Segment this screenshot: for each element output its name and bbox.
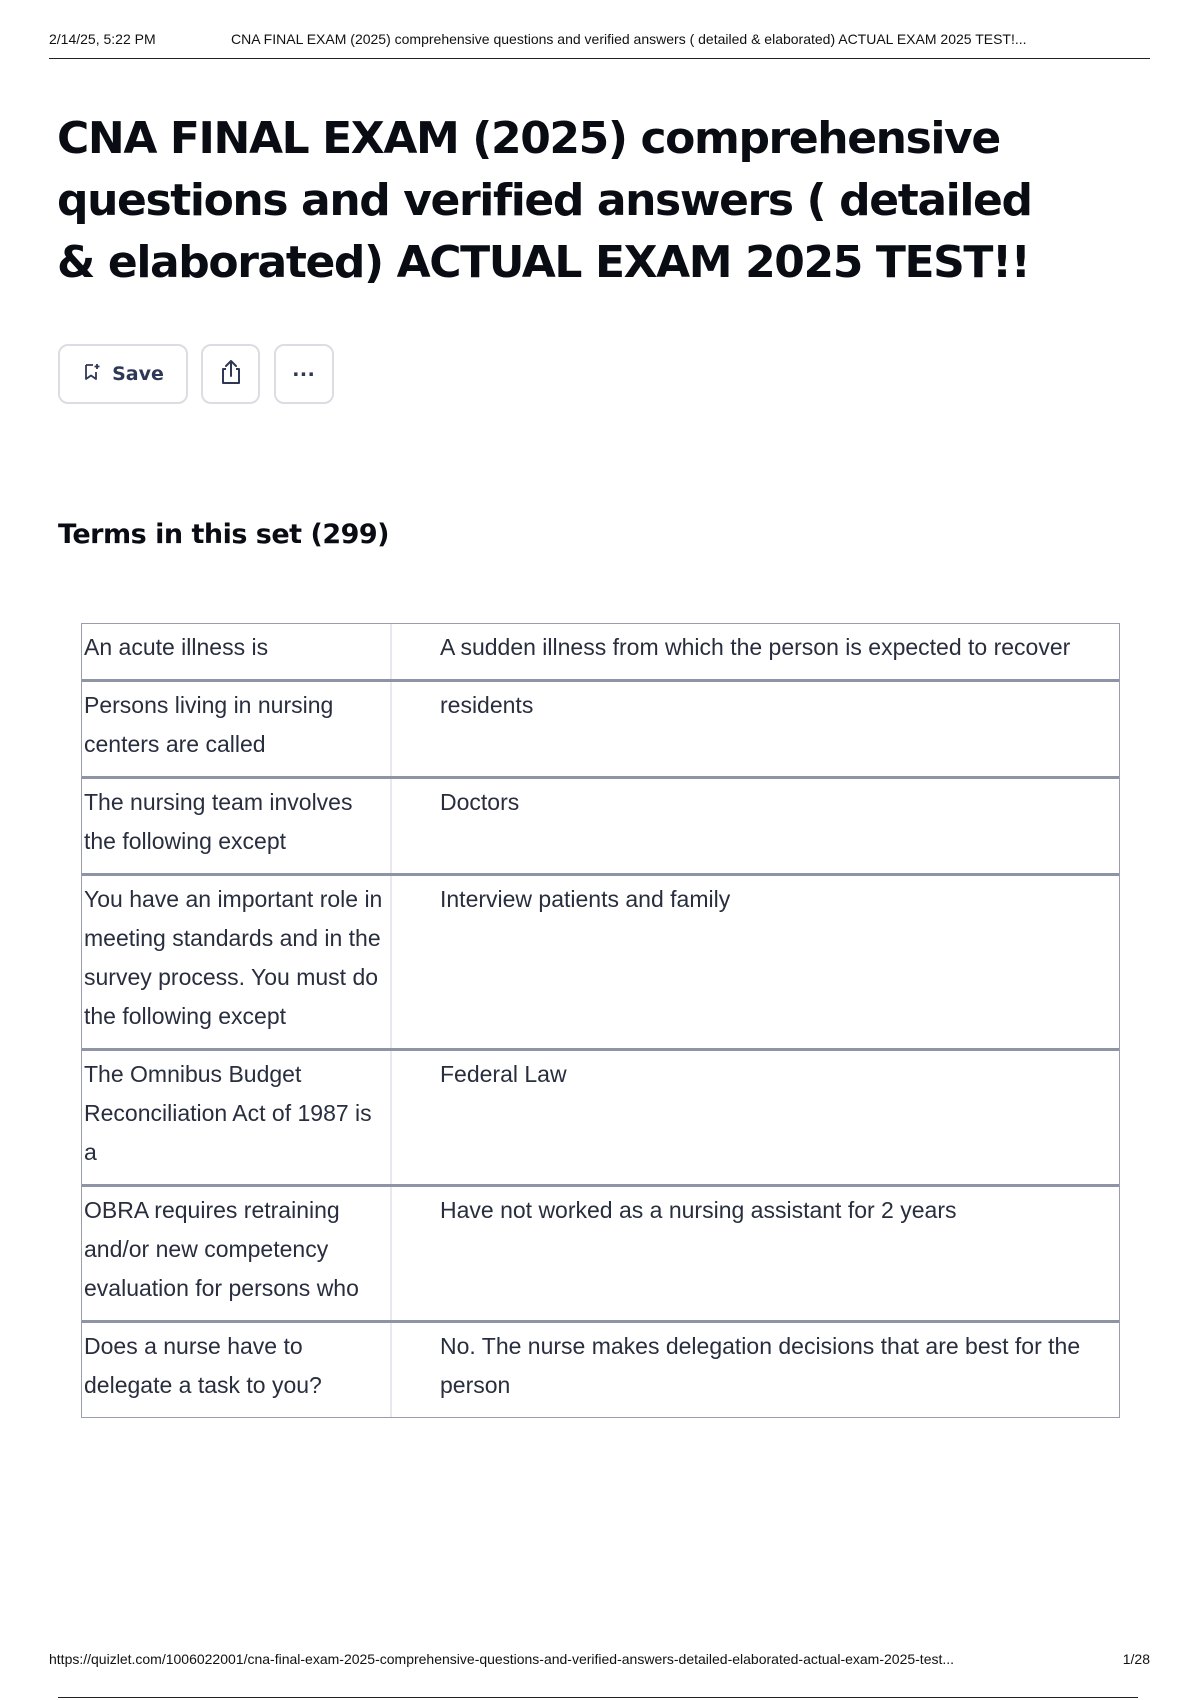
- term-row: [82, 624, 1119, 682]
- share-icon: [216, 357, 246, 392]
- share-button[interactable]: [201, 344, 260, 404]
- terms-table: [81, 623, 1120, 1418]
- term-text: The nursing team involves the following except: [82, 779, 392, 873]
- save-button-label: Save: [112, 363, 164, 385]
- term-text: The Omnibus Budget Reconciliation Act of 1987 is a: [82, 1051, 392, 1184]
- definition-text: No. The nurse makes delegation decisions that are best for the person: [440, 1333, 1081, 1398]
- term-text: OBRA requires retraining and/or new competency evaluation for persons who: [82, 1187, 392, 1320]
- bookmark-add-icon: [82, 362, 102, 387]
- print-date: 2/14/25, 5:22 PM: [49, 31, 156, 47]
- term-text: Persons living in nursing centers are called: [82, 682, 392, 776]
- page-title: CNA FINAL EXAM (2025) comprehensive questions and verified answers ( detailed & elaborated) ACTUAL EXAM 2025 TEST!!: [57, 113, 1032, 288]
- page-number: 1/28: [1122, 1651, 1150, 1667]
- more-options-button[interactable]: [274, 344, 334, 404]
- term-text: An acute illness is: [82, 624, 392, 679]
- term-row: [82, 1187, 1119, 1323]
- definition-text: Have not worked as a nursing assistant for 2 years: [440, 1197, 957, 1223]
- definition-text: Federal Law: [440, 1061, 567, 1087]
- term-row: [82, 876, 1119, 1051]
- definition-text: residents: [440, 692, 534, 718]
- term-row: [82, 779, 1119, 876]
- print-doc-title: CNA FINAL EXAM (2025) comprehensive questions and verified answers ( detailed & elaborated) ACTUAL EXAM 2025 TEST!...: [231, 31, 1027, 47]
- term-text: Does a nurse have to delegate a task to you?: [82, 1323, 392, 1417]
- footer-divider: [58, 1697, 1138, 1698]
- print-url: https://quizlet.com/1006022001/cna-final-exam-2025-comprehensive-questions-and-verified-answers-detailed-elaborated-actual-exam-2025-test...: [49, 1651, 955, 1667]
- term-row: [82, 1051, 1119, 1187]
- print-header: [49, 31, 1150, 59]
- term-row: [82, 1323, 1119, 1417]
- save-button[interactable]: [58, 344, 188, 404]
- more-horizontal-icon: ...: [292, 355, 316, 382]
- terms-count-heading: Terms in this set (299): [58, 519, 390, 550]
- definition-text: A sudden illness from which the person is expected to recover: [440, 634, 1071, 660]
- definition-text: Doctors: [440, 789, 520, 815]
- definition-text: Interview patients and family: [440, 886, 731, 912]
- term-row: [82, 682, 1119, 779]
- term-text: You have an important role in meeting standards and in the survey process. You must do the following except: [82, 876, 392, 1048]
